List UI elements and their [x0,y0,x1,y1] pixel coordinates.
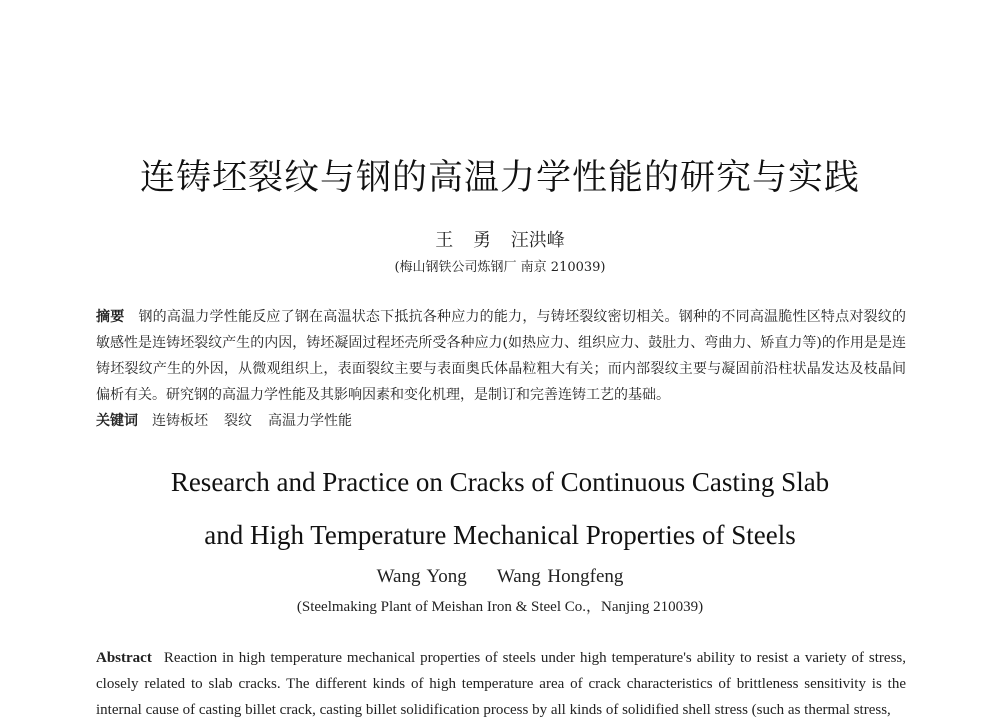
chinese-keywords [96,408,906,434]
keyword-3: 高温力学性能 [268,413,352,429]
chinese-affiliation: (梅山钢铁公司炼钢厂 南京 210039) [394,260,606,275]
english-title [0,456,1000,562]
chinese-author-1: 王 勇 [435,230,491,251]
chinese-author-2: 汪洪峰 [510,230,565,251]
keyword-1: 连铸板坯 [152,413,208,429]
english-abstract-label: Abstract [96,650,152,666]
english-abstract-text: Reaction in high temperature mechanical properties of steels under high temperature's ability to resist a variety of stress, closely related to slab cracks. The different kinds of high temperature area of crack characteristics of brittleness sensitivity is the internal cause of casting billet crack, casting billet solidification process by all kinds of solidified shell stress (such as thermal stress, [96,650,906,718]
english-title-line-1: Research and Practice on Cracks of Continuous Casting Slab [170,467,830,497]
chinese-abstract-text: 钢的高温力学性能反应了钢在高温状态下抵抗各种应力的能力，与铸坯裂纹密切相关。钢种的不同高温脆性区特点对裂纹的敏感性是连铸坯裂纹产生的内因，铸坯凝固过程坯壳所受各种应力(如热应力、组织应力、鼓肚力、弯曲力、矫直力等)的作用是是连铸坯裂纹产生的外因，从微观组织上，表面裂纹主要与表面奥氏体晶粒粗大有关；而内部裂纹主要与凝固前沿柱状晶发达及枝晶间偏析有关。研究钢的高温力学性能及其影响因素和变化机理，是制订和完善连铸工艺的基础。 [96,309,906,403]
english-title-line-2: and High Temperature Mechanical Properties of Steels [204,520,796,550]
chinese-title: 连铸坯裂纹与钢的高温力学性能的研究与实践 [139,158,860,198]
english-affiliation: (Steelmaking Plant of Meishan Iron & Steel Co.，Nanjing 210039) [296,599,704,615]
english-author-1: Wang Yong [376,566,467,587]
chinese-authors [0,226,1000,252]
chinese-keywords-label: 关键词 [96,413,138,429]
chinese-abstract [96,304,906,408]
keyword-2: 裂纹 [224,413,252,429]
english-abstract [96,645,906,723]
chinese-abstract-label: 摘要 [96,309,125,325]
english-author-2: Wang Hongfeng [496,566,624,587]
english-authors [0,566,1000,588]
